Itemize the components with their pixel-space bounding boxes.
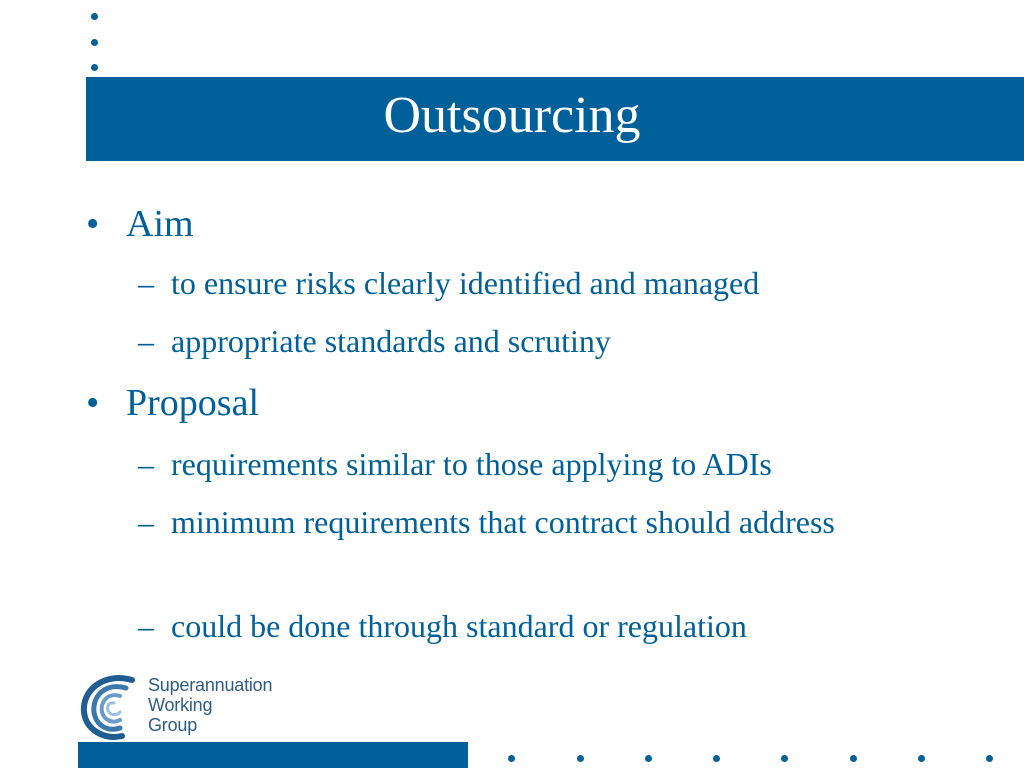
decorative-dot [577, 755, 584, 762]
sub-item-text: requirements similar to those applying to ADIs [171, 446, 772, 482]
decorative-dot [850, 755, 857, 762]
sub-item [138, 603, 891, 649]
sub-item-text: could be done through standard or regulation [171, 608, 747, 644]
decorative-dot [986, 755, 993, 762]
sub-marker: – [138, 323, 154, 359]
bullet-item [86, 381, 259, 425]
bullet-label: Proposal [126, 382, 259, 424]
logo-text [148, 675, 298, 735]
bullet-marker: • [86, 203, 100, 245]
logo-line: Superannuation [148, 675, 273, 695]
sub-marker: – [138, 265, 154, 301]
sub-item [138, 499, 871, 545]
sub-item [138, 318, 891, 364]
sub-marker: – [138, 608, 154, 644]
decorative-dot [781, 755, 788, 762]
bullet-label: Aim [126, 203, 194, 245]
sub-item-text: minimum requirements that contract should address [171, 504, 835, 540]
decorative-dot [508, 755, 515, 762]
bullet-marker: • [86, 382, 100, 424]
slide-title: Outsourcing [383, 87, 641, 144]
sub-item [138, 260, 891, 306]
sub-item [138, 441, 891, 487]
bullet-item [86, 202, 194, 246]
logo-line: Group [148, 715, 198, 735]
footer-bar [78, 742, 468, 768]
decorative-dot [645, 755, 652, 762]
decorative-dot [713, 755, 720, 762]
sub-marker: – [138, 504, 154, 540]
decorative-dot [918, 755, 925, 762]
logo-line: Working [148, 695, 213, 715]
sub-item-text: appropriate standards and scrutiny [171, 323, 611, 359]
sub-marker: – [138, 446, 154, 482]
sub-item-text: to ensure risks clearly identified and managed [171, 265, 760, 301]
